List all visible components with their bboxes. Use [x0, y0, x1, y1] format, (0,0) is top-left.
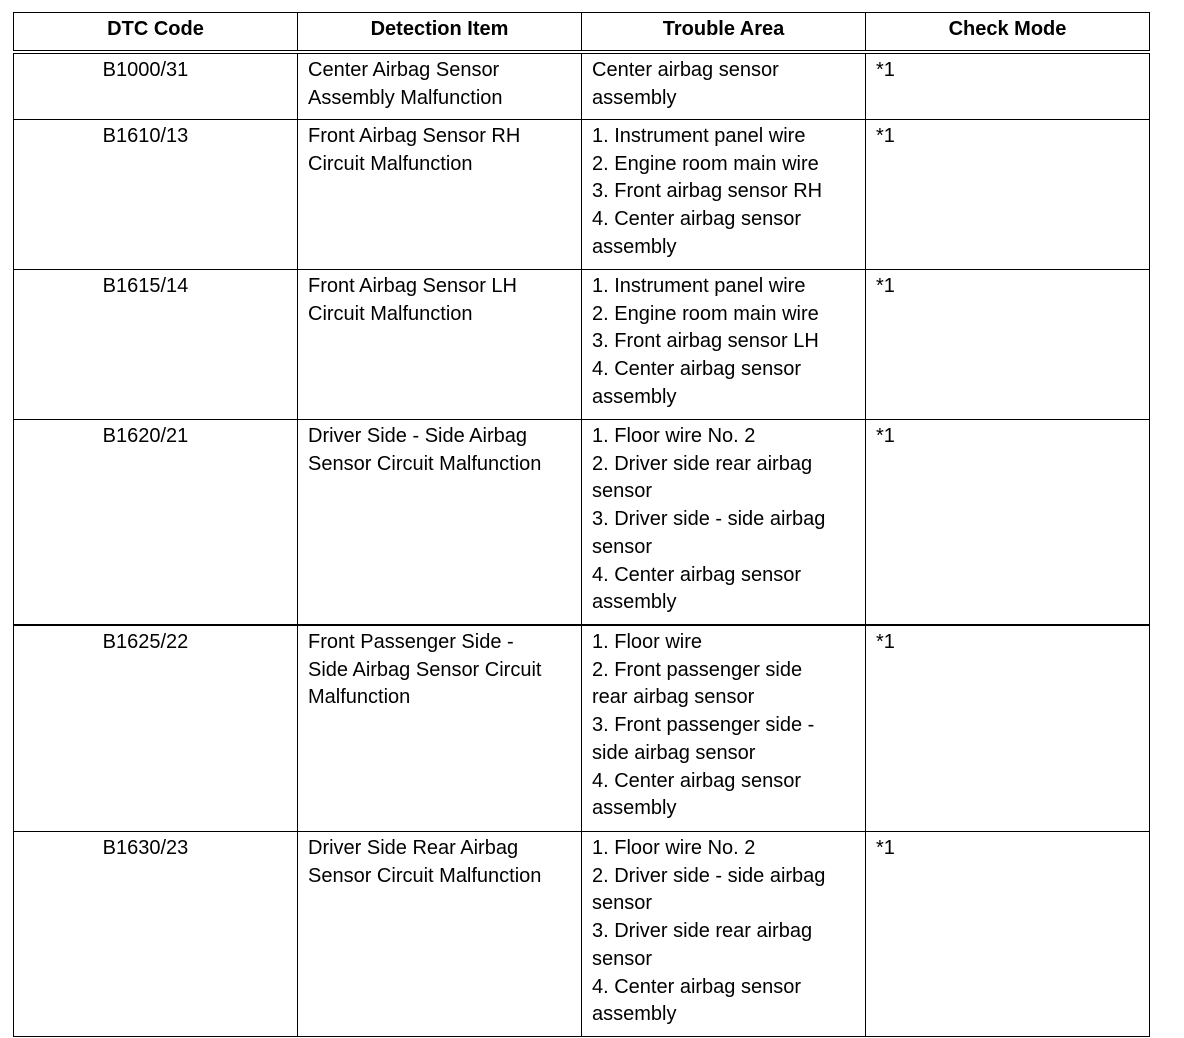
detection-line: Circuit Malfunction — [308, 152, 473, 175]
dtc-code-cell: B1620/21 — [14, 420, 298, 626]
table-header — [14, 13, 1150, 53]
trouble-line: 1. Floor wire No. 2 — [592, 837, 756, 859]
table-row — [14, 625, 1150, 832]
trouble-line: assembly — [592, 1003, 677, 1026]
dtc-code-cell: B1000/31 — [14, 52, 298, 120]
detection-line: Sensor Circuit Malfunction — [308, 864, 542, 887]
trouble-line: 2. Engine room main wire — [592, 302, 819, 325]
header-detection-item: Detection Item — [298, 13, 582, 53]
trouble-area-cell — [582, 52, 866, 120]
trouble-line: 3. Driver side - side airbag — [592, 508, 826, 531]
trouble-line: side airbag sensor — [592, 741, 756, 764]
dtc-code-cell: B1615/14 — [14, 270, 298, 420]
table-row — [14, 832, 1150, 1037]
trouble-area-cell — [582, 120, 866, 270]
trouble-area-cell — [582, 270, 866, 420]
trouble-line: 4. Center airbag sensor — [592, 769, 802, 792]
trouble-line: sensor — [592, 947, 653, 970]
trouble-line: sensor — [592, 892, 653, 915]
trouble-line: sensor — [592, 535, 653, 558]
trouble-area-cell — [582, 625, 866, 832]
trouble-line: assembly — [592, 591, 677, 614]
trouble-line: 4. Center airbag sensor — [592, 358, 802, 381]
trouble-line: 2. Front passenger side — [592, 658, 803, 681]
trouble-line: 1. Instrument panel wire — [592, 275, 806, 297]
trouble-line: 1. Instrument panel wire — [592, 125, 806, 147]
header-row — [14, 13, 1150, 53]
check-mode-cell: *1 — [866, 270, 1150, 420]
trouble-line: sensor — [592, 480, 653, 503]
header-trouble-area: Trouble Area — [582, 13, 866, 53]
detection-line: Front Airbag Sensor LH — [308, 275, 517, 297]
trouble-line: 4. Center airbag sensor — [592, 563, 802, 586]
table-row — [14, 120, 1150, 270]
check-mode-cell: *1 — [866, 420, 1150, 626]
trouble-line: assembly — [592, 797, 677, 820]
detection-item-cell — [298, 52, 582, 120]
dtc-code-cell: B1610/13 — [14, 120, 298, 270]
detection-item-cell — [298, 270, 582, 420]
header-dtc-code: DTC Code — [14, 13, 298, 53]
detection-line: Side Airbag Sensor Circuit — [308, 658, 542, 681]
detection-item-cell — [298, 832, 582, 1037]
trouble-line: 2. Driver side - side airbag — [592, 864, 826, 887]
detection-line: Front Passenger Side - — [308, 631, 514, 653]
trouble-line: 1. Floor wire — [592, 631, 703, 653]
trouble-line: 2. Driver side rear airbag — [592, 452, 813, 475]
detection-item-cell — [298, 625, 582, 832]
detection-line: Driver Side - Side Airbag — [308, 425, 527, 447]
trouble-line: rear airbag sensor — [592, 686, 755, 709]
check-mode-cell: *1 — [866, 832, 1150, 1037]
trouble-area-cell — [582, 832, 866, 1037]
dtc-table — [13, 12, 1150, 1037]
detection-line: Sensor Circuit Malfunction — [308, 452, 542, 475]
trouble-line: 3. Driver side rear airbag — [592, 920, 813, 943]
trouble-line: 3. Front airbag sensor RH — [592, 180, 823, 203]
trouble-line: assembly — [592, 86, 677, 109]
detection-line: Assembly Malfunction — [308, 86, 503, 109]
trouble-line: assembly — [592, 385, 677, 408]
detection-line: Front Airbag Sensor RH — [308, 125, 521, 147]
detection-line: Driver Side Rear Airbag — [308, 837, 519, 859]
dtc-code-cell: B1630/23 — [14, 832, 298, 1037]
trouble-line: 1. Floor wire No. 2 — [592, 425, 756, 447]
trouble-line: Center airbag sensor — [592, 59, 779, 81]
header-check-mode: Check Mode — [866, 13, 1150, 53]
table-row — [14, 52, 1150, 120]
trouble-line: 3. Front airbag sensor LH — [592, 330, 819, 353]
trouble-line: assembly — [592, 235, 677, 258]
trouble-line: 2. Engine room main wire — [592, 152, 819, 175]
trouble-line: 3. Front passenger side - — [592, 714, 815, 737]
detection-line: Malfunction — [308, 686, 411, 709]
check-mode-cell: *1 — [866, 52, 1150, 120]
check-mode-cell: *1 — [866, 120, 1150, 270]
detection-item-cell — [298, 420, 582, 626]
dtc-code-cell: B1625/22 — [14, 625, 298, 832]
table-row — [14, 270, 1150, 420]
trouble-area-cell — [582, 420, 866, 626]
trouble-line: 4. Center airbag sensor — [592, 208, 802, 231]
trouble-line: 4. Center airbag sensor — [592, 975, 802, 998]
detection-item-cell — [298, 120, 582, 270]
table-body — [14, 52, 1150, 1037]
detection-line: Center Airbag Sensor — [308, 59, 500, 81]
detection-line: Circuit Malfunction — [308, 302, 473, 325]
table-row — [14, 420, 1150, 626]
check-mode-cell: *1 — [866, 625, 1150, 832]
